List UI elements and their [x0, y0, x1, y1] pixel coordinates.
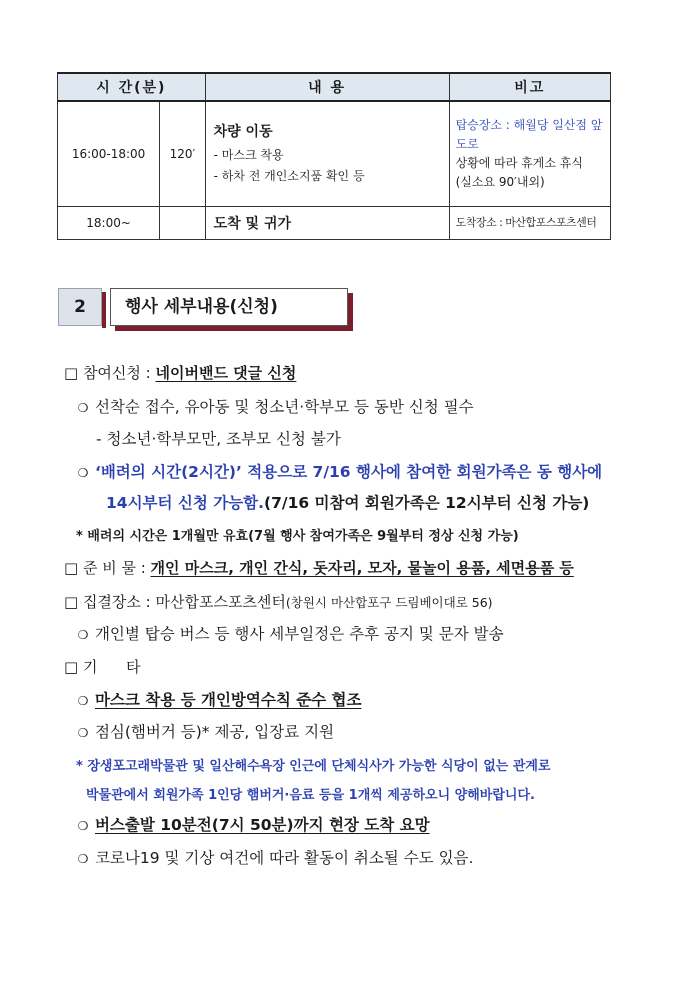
prep-value: 개인 마스크, 개인 간식, 돗자리, 모자, 물놀이 용품, 세면용품 등 — [150, 559, 574, 577]
etc-bullet-2 — [76, 721, 334, 744]
bullet-circle-icon: ❍ — [77, 819, 89, 833]
note-duration: (실소요 90′내외) — [455, 174, 545, 189]
apply-bullet-2-line2-tail: (7/16 미참여 회원가족은 12시부터 신청 가능) — [264, 494, 590, 512]
bullet-circle-icon: ❍ — [77, 628, 89, 642]
row-note: 도착장소 : 마산합포스포츠센터 — [449, 206, 610, 239]
etc-label: □ 기 타 — [64, 658, 141, 676]
etc-bullet-1-text: 마스크 착용 등 개인방역수칙 준수 협조 — [94, 691, 362, 709]
row-item: - 마스크 착용 — [213, 147, 284, 162]
apply-bullet-1-text: 선착순 접수, 유아동 및 청소년·학부모 등 동반 신청 필수 — [94, 398, 474, 416]
meet-label: □ 집결장소 : 마산합포스포츠센터 — [64, 593, 286, 611]
row-time: 18:00~ — [58, 206, 160, 239]
meet-address: (창원시 마산합포구 드림베이대로 56) — [285, 595, 493, 610]
bullet-circle-icon: ❍ — [77, 401, 89, 415]
etc-note-line1: * 장생포고래박물관 및 일산해수욕장 인근에 단체식사가 가능한 식당이 없는 관계로 — [76, 759, 551, 774]
row-title: 도착 및 귀가 — [213, 215, 291, 232]
section-title: 행사 세부내용(신청) — [110, 288, 348, 326]
bullet-circle-icon: ❍ — [77, 466, 89, 480]
meet-bullet-1 — [76, 623, 504, 646]
header-content: 내 용 — [205, 73, 449, 101]
header-note: 비고 — [449, 73, 610, 101]
section-number: 2 — [58, 288, 102, 326]
row-time: 16:00-18:00 — [58, 101, 160, 206]
row-item: - 하차 전 개인소지품 확인 등 — [213, 168, 365, 183]
body-content — [64, 0, 684, 990]
prep-label: □ 준 비 물 : — [64, 559, 151, 577]
apply-bullet-2 — [76, 461, 602, 484]
note-rest: 상황에 따라 휴게소 휴식 — [455, 155, 583, 170]
prep-line — [64, 557, 574, 579]
apply-line — [64, 362, 296, 384]
meet-bullet-1-text: 개인별 탑승 버스 등 행사 세부일정은 추후 공지 및 문자 발송 — [94, 625, 504, 643]
apply-bullet-1 — [76, 396, 474, 419]
apply-value: 네이버밴드 댓글 신청 — [155, 364, 297, 382]
etc-bullet-4-text: 코로나19 및 기상 여건에 따라 활동이 취소될 수도 있음. — [94, 849, 474, 867]
row-title: 차량 이동 — [213, 123, 273, 140]
apply-bullet-1-sub: - 청소년·학부모만, 조부모 신청 불가 — [96, 430, 341, 448]
apply-label: □ 참여신청 : — [64, 364, 156, 382]
etc-bullet-3-text: 버스출발 10분전(7시 50분)까지 현장 도착 요망 — [94, 816, 430, 834]
bullet-circle-icon: ❍ — [77, 726, 89, 740]
bullet-circle-icon: ❍ — [77, 852, 89, 866]
etc-note-line2: 박물관에서 회원가족 1인당 햄버거·음료 등을 1개씩 제공하오니 양해바랍니다. — [86, 788, 535, 803]
header-time: 시 간(분) — [58, 73, 206, 101]
note-pickup: 탑승장소 : 해월당 일산점 앞 도로 — [455, 117, 603, 151]
etc-bullet-2-text: 점심(햄버거 등)* 제공, 입장료 지원 — [94, 723, 335, 741]
row-duration: 120′ — [160, 101, 205, 206]
apply-bullet-2-text: ‘배려의 시간(2시간)’ 적용으로 7/16 행사에 참여한 회원가족은 동 행사에 — [94, 463, 603, 481]
etc-bullet-4 — [76, 847, 473, 870]
meet-line — [64, 591, 493, 614]
apply-bullet-2-line2-blue: 14시부터 신청 가능함. — [106, 494, 265, 512]
apply-note: * 배려의 시간은 1개월만 유효(7월 행사 참여가족은 9월부터 정상 신청 가능) — [76, 529, 519, 544]
etc-bullet-1 — [76, 689, 362, 712]
etc-bullet-3 — [76, 814, 430, 837]
apply-bullet-2-line2 — [106, 492, 589, 514]
bullet-circle-icon: ❍ — [77, 694, 89, 708]
